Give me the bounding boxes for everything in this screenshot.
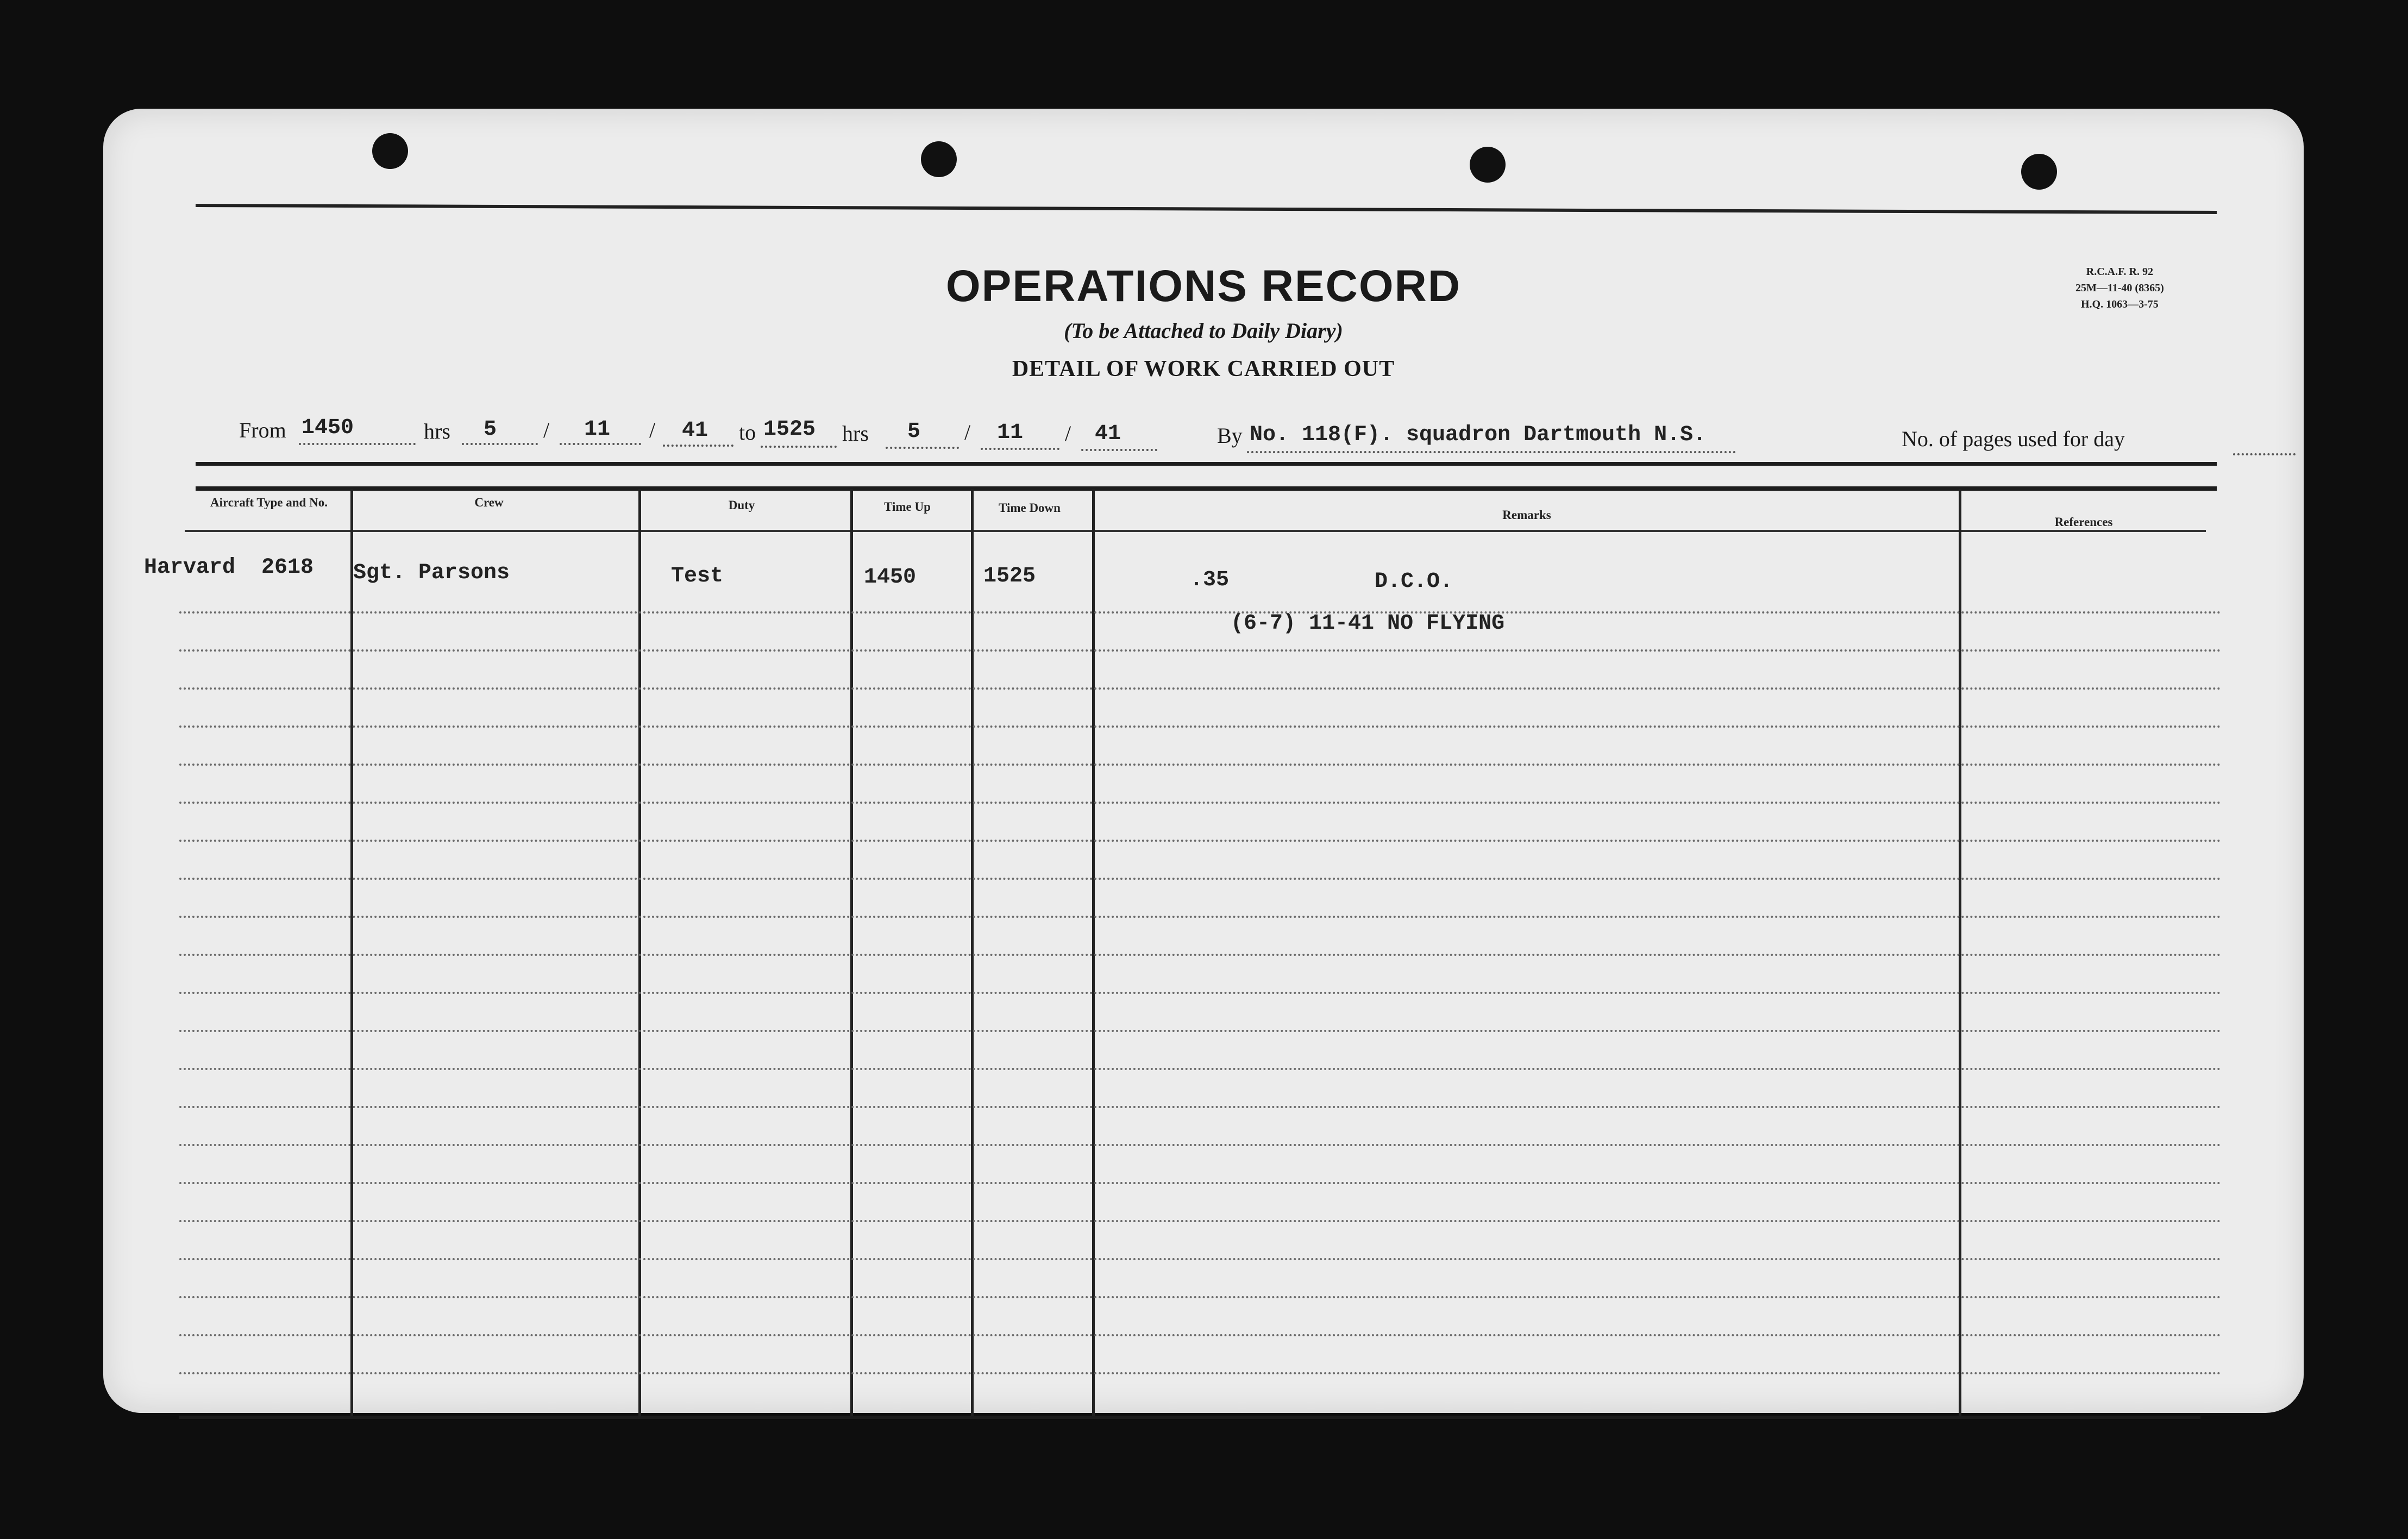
to-year: 41: [1095, 422, 1121, 446]
to-time: 1525: [763, 417, 816, 442]
form-ref-line-1: R.C.A.F. R. 92: [2086, 266, 2153, 278]
sep-3: /: [964, 420, 971, 445]
punch-hole-3: [1470, 147, 1506, 183]
period-row: [239, 413, 2293, 451]
punch-hole-1: [372, 133, 408, 169]
sep-1: /: [543, 418, 550, 442]
header-aircraft: Aircraft Type and No.: [210, 496, 328, 509]
to-month: 11: [997, 421, 1024, 445]
pages-label: No. of pages used for day: [1902, 427, 2125, 451]
table-top-rule: [196, 462, 2217, 466]
operations-record-card: [103, 109, 2304, 1413]
by-label: By: [1217, 423, 1243, 448]
header-crew: Crew: [474, 496, 504, 509]
header-remarks: Remarks: [1502, 508, 1551, 522]
to-hrs-label: hrs: [842, 421, 869, 446]
by-value: No. 118(F). squadron Dartmouth N.S.: [1250, 423, 1707, 447]
from-hrs-label: hrs: [424, 419, 450, 443]
table-bottom-rule: [179, 1416, 2200, 1419]
from-month: 11: [584, 417, 611, 442]
top-rule: [196, 204, 2217, 214]
header-time-up: Time Up: [884, 500, 931, 514]
form-title: OPERATIONS RECORD: [945, 261, 1462, 311]
form-ref-line-3: H.Q. 1063—3-75: [2080, 298, 2159, 310]
detail-heading: DETAIL OF WORK CARRIED OUT: [1012, 356, 1395, 381]
punch-hole-4: [2021, 154, 2057, 190]
row1-crew: Sgt. Parsons: [353, 561, 510, 585]
from-day: 5: [484, 417, 497, 442]
header-bottom-rule: [185, 530, 2206, 532]
header-duty: Duty: [728, 498, 755, 512]
form-reference: [2075, 264, 2164, 312]
row1-aircraft: Harvard 2618: [144, 555, 314, 580]
row1-time-up: 1450: [864, 565, 917, 590]
sep-2: /: [649, 418, 656, 442]
row2-remarks: (6-7) 11-41 NO FLYING: [1231, 611, 1505, 636]
row1-time-down: 1525: [983, 564, 1036, 589]
form-ref-line-2: 25M—11-40 (8365): [2075, 282, 2164, 294]
row1-remarks-time: .35: [1190, 568, 1230, 592]
row1-remarks-code: D.C.O.: [1375, 570, 1453, 594]
from-label: From: [239, 418, 286, 442]
punch-hole-2: [921, 141, 957, 177]
form-subtitle: (To be Attached to Daily Diary): [1064, 318, 1343, 343]
from-year: 41: [682, 418, 708, 443]
to-day: 5: [907, 420, 921, 444]
table-header-rule: [196, 486, 2217, 491]
from-time: 1450: [302, 416, 354, 440]
to-label: to: [739, 420, 756, 445]
header-time-down: Time Down: [999, 501, 1061, 515]
header-references: References: [2054, 515, 2113, 529]
sep-4: /: [1065, 421, 1071, 446]
row1-duty: Test: [671, 564, 724, 589]
